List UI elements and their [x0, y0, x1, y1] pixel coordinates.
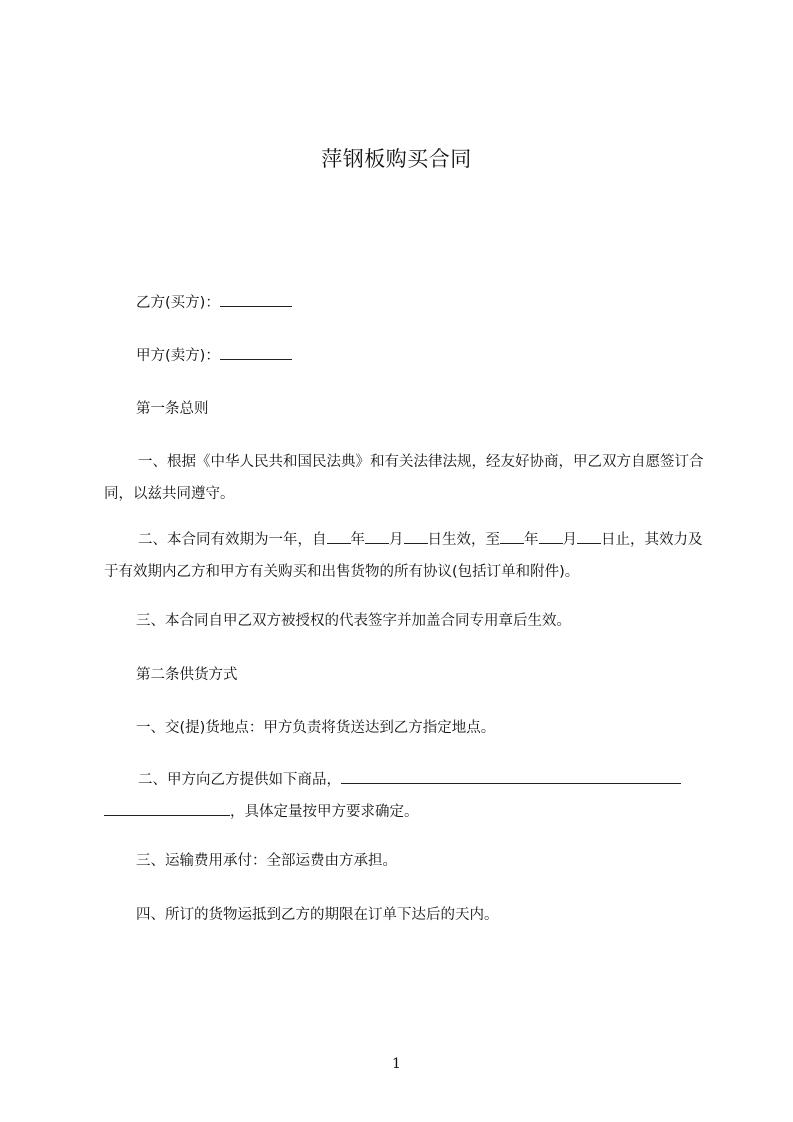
seller-blank [220, 345, 292, 360]
section2-clause3: 三、运输费用承付：全部运费由方承担。 [136, 853, 397, 869]
clause-text-b: ，具体定量按甲方要求确定。 [230, 804, 419, 820]
section2-heading: 第二条供货方式 [136, 667, 238, 683]
clause-text-d: 日生效，至 [427, 532, 500, 548]
section1-clause2 [104, 524, 704, 588]
section1-clause1 [104, 446, 704, 510]
month-blank-end [539, 529, 563, 544]
day-blank-end [577, 529, 601, 544]
document-title: 萍钢板购买合同 [321, 147, 472, 171]
seller-line [136, 345, 292, 366]
day-blank-start [404, 529, 428, 544]
clause-text-g: 日止，其效力及于有效期内乙方和甲方有关购买和出售货物的所有协议(包括订单和附件)。 [104, 532, 703, 580]
section1-clause3: 三、本合同自甲乙双方被授权的代表签字并加盖合同专用章后生效。 [136, 613, 571, 629]
seller-label: 甲方(卖方)： [136, 348, 220, 364]
year-blank-start [327, 529, 351, 544]
clause-text-e: 年 [524, 532, 539, 548]
buyer-label: 乙方(买方)： [136, 295, 220, 311]
page-number: 1 [392, 1056, 401, 1072]
month-blank-start [365, 529, 389, 544]
clause-text-a: 二、甲方向乙方提供如下商品， [138, 772, 341, 788]
clause-text-a: 二、本合同有效期为一年，自 [138, 532, 327, 548]
buyer-blank [220, 292, 292, 307]
clause-text: 一、根据《中华人民共和国民法典》和有关法律法规，经友好协商，甲乙双方自愿签订合同，以兹共同遵守。 [104, 454, 704, 502]
clause-text-b: 年 [350, 532, 365, 548]
buyer-line [136, 292, 292, 313]
section1-heading: 第一条总则 [136, 401, 209, 417]
clause-text-c: 月 [389, 532, 404, 548]
goods-blank-2 [104, 801, 230, 816]
section2-clause1: 一、交(提)货地点：甲方负责将货送达到乙方指定地点。 [136, 720, 496, 736]
section2-clause2 [104, 764, 704, 828]
goods-blank-1 [341, 769, 681, 784]
section2-clause4: 四、所订的货物运抵到乙方的期限在订单下达后的天内。 [136, 907, 499, 923]
year-blank-end [500, 529, 524, 544]
clause-text-f: 月 [562, 532, 577, 548]
